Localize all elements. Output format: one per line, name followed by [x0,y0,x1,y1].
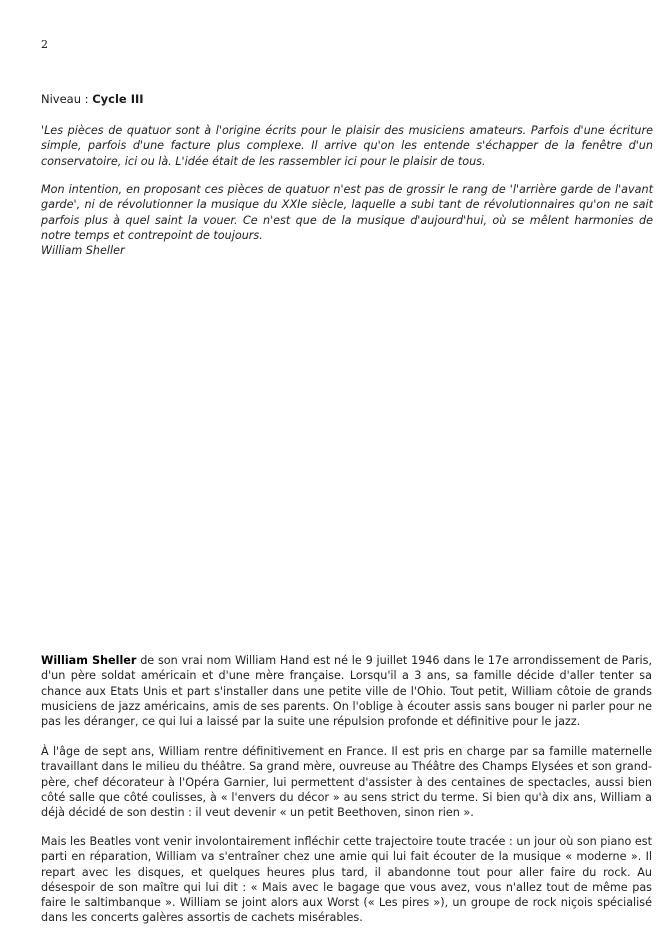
quote-paragraph: 'Les pièces de quatuor sont à l'origine écrits pour le plaisir des musiciens amateurs. Parfois d'une écriture simple, parfois d'une facture plus complexe. Il arrive qu'on les entende s'échapper de la fenêtre d'un conservatoire, ici ou là. L'idée était de les rassembler ici pour le plaisir de tous. [41,124,653,168]
quote-signature: William Sheller [41,244,125,257]
level-value: Cycle III [92,92,144,106]
biography-text: de son vrai nom William Hand est né le 9 juillet 1946 dans le 17e arrondissement de Paris, d'un père soldat américain et d'une mère française. Lorsqu'il a 3 ans, sa famille décide d'aller tenter sa chance aux Etats Unis et part s'installer dans une petite ville de l'Ohio. Tout petit, William côtoie de grands musiciens de jazz américains, amis de ses parents. On l'oblige à écouter assis sans bouger ni parler pour ne pas les déranger, ce qui lui a laissé par la suite une répulsion profonde et définitive pour le jazz. [41,654,652,729]
quote-paragraph: Mon intention, en proposant ces pièces de quatuor n'est pas de grossir le rang de 'l'arrière garde de l'avant garde', ni de révolutionner la musique du XXIe siècle, laquelle a subi tant de révolutionnaires qu'on ne sait parfois plus à quel saint la vouer. Ce n'est que de la musique d'aujourd'hui, où se mêlent harmonies de notre temps et contrepoint de toujours. [41,183,653,243]
level-label: Niveau : [41,92,93,106]
biography-paragraph: Mais les Beatles vont venir involontairement infléchir cette trajectoire toute tracée : un jour où son piano est parti en réparation, William va s'entraîner chez une amie qui lui fait écouter de la musique « moderne ». Il repart avec les disques, et quelques heures plus tard, il abandonne tout pour aller faire du rock. Au désespoir de son maître qui lui dit : « Mais avec le bagage que vous avez, vous n'allez tout de même pas faire le saltimbanque ». William se joint alors aux Worst (« Les pires »), un groupe de rock niçois spécialisé dans les concerts galères assortis de cachets misérables. [41,835,652,925]
biography-paragraph [41,653,652,729]
level-line [41,92,144,106]
composer-name: William Sheller [41,654,137,667]
biography-paragraph: À l'âge de sept ans, William rentre définitivement en France. Il est pris en charge par sa famille maternelle travaillant dans le milieu du théâtre. Sa grand mère, ouvreuse au Théâtre des Champs Elysées et son grand-père, chef décorateur à l'Opéra Garnier, lui permettent d'assister à des centaines de spectacles, aussi bien côté salle que côté coulisses, à « l'envers du décor » au sens strict du terme. Si bien qu'à dix ans, William a déjà décidé de son destin : il veut devenir « un petit Beethoven, sinon rien ». [41,745,652,820]
page-number: 2 [41,38,48,51]
